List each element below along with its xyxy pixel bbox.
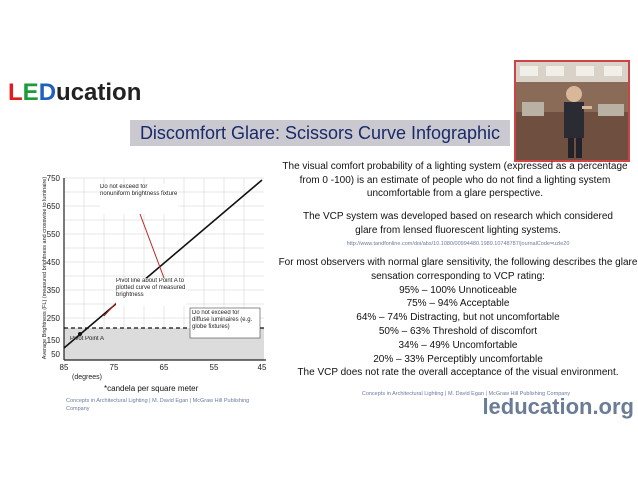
y-tick-label: 750	[46, 174, 60, 183]
scissors-curve-chart	[40, 168, 276, 382]
x-tick-label: 45	[257, 363, 267, 372]
y-tick-label: 150	[46, 336, 60, 345]
annotation-nonuniform	[100, 184, 178, 214]
annotation-pivot-point-text: Pivot Point A	[70, 336, 105, 342]
y-tick-label: 650	[46, 202, 60, 211]
y-axis-label: Average Brightness (FL) (measured brightness and crosswise to luminaire)	[42, 176, 48, 360]
scissors-curve-svg	[40, 168, 276, 382]
slide-title: Discomfort Glare: Scissors Curve Infographic	[130, 120, 510, 146]
leducation-logo	[8, 80, 141, 106]
brand-url: leducation.org	[482, 394, 634, 419]
paragraph-vcp-definition: The visual comfort probability of a lighting system (expressed as a percentage from 0 -100) is an estimate of people who do not find a lighting system uncomfortable from a glare perspective.	[282, 161, 628, 199]
ratings-intro: For most observers with normal glare sensitivity, the following describes the glare sensation corresponding to VCP rating:	[278, 257, 638, 282]
x-axis-label: (degrees)	[72, 374, 102, 381]
rating-item: 34% – 49% Uncomfortable	[398, 339, 518, 351]
annotation-pivot-line-text: Pivot line about Point A to plotted curve of measured brightness	[116, 278, 186, 298]
office-photo-illustration	[516, 62, 628, 160]
y-tick-label: 350	[46, 286, 60, 295]
credit-right: Concepts in Architectural Lighting | M. David Egan | McGraw Hill Publishing Company	[361, 391, 571, 397]
vcp-ratings-block	[278, 256, 638, 380]
x-tick-label: 65	[159, 363, 169, 372]
rating-item: 95% – 100% Unnoticeable	[399, 284, 517, 296]
x-tick-label: 75	[109, 363, 119, 372]
annotation-diffuse	[190, 308, 260, 338]
paragraph-vcp-research: The VCP system was developed based on research which considered glare from lensed fluorescent lighting systems.	[303, 211, 613, 236]
y-tick-label: 450	[46, 258, 60, 267]
closing-statement: The VCP does not rate the overall acceptance of the visual environment.	[297, 367, 619, 379]
rating-item: 50% – 63% Threshold of discomfort	[378, 325, 538, 337]
rating-item: 20% – 33% Perceptibly uncomfortable	[373, 353, 543, 365]
annotation-nonuniform-text: Do not exceed for nonuniform brightness fixture	[100, 184, 178, 197]
annotation-pivot-line	[116, 278, 186, 306]
logo-ucation-text: ucation	[56, 79, 142, 106]
annotation-diffuse-text: Do not exceed for diffuse luminaires (e.g. globe fixtures)	[192, 310, 253, 330]
rating-item: 64% – 74% Distracting, but not uncomfortable	[356, 312, 560, 324]
y-tick-label: 50	[51, 350, 60, 359]
x-tick-label: 85	[59, 363, 69, 372]
footnote-candela: *candela per square meter	[104, 384, 199, 393]
logo-led-mark: LED	[8, 79, 57, 106]
photo-person-in-office	[514, 60, 630, 162]
rating-item: 75% – 94% Acceptable	[406, 298, 510, 310]
annotation-pivot-point	[70, 336, 110, 354]
y-tick-label: 550	[46, 230, 60, 239]
credit-left: Concepts in Architectural Lighting | M. David Egan | McGraw Hill Publishing Company	[66, 398, 250, 412]
y-tick-label: 250	[46, 314, 60, 323]
x-tick-label: 55	[209, 363, 219, 372]
reference-link[interactable]: http://www.tandfonline.com/doi/abs/10.1080/00994480.1989.10748787/journalCode=uzle20	[346, 241, 570, 247]
